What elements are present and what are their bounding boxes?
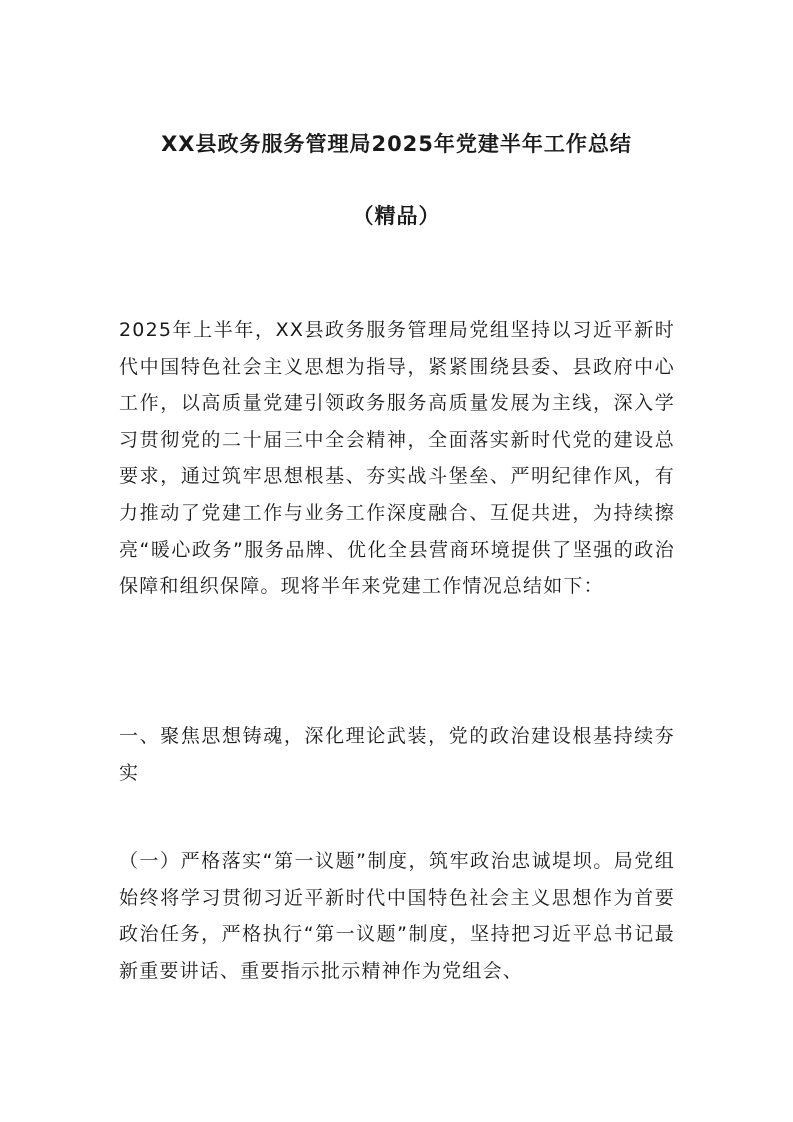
section-heading: 一、聚焦思想铸魂，深化理论武装，党的政治建设根基持续夯实 <box>119 725 675 784</box>
intro-paragraph: 2025年上半年，XX县政务服务管理局党组坚持以习近平新时代中国特色社会主义思想为指导，紧紧围绕县委、县政府中心工作，以高质量党建引领政务服务高质量发展为主线，深入学习贯彻党的二十届三中全会精神，全面落实新时代党的建设总要求，通过筑牢思想根基、夯实战斗堡垒、严明纪律作风，有力推动了党建工作与业务工作深度融合、互促共进，为持续擦亮“暖心政务”服务品牌、优化全县营商环境提供了坚强的政治保障和组织保障。现将半年来党建工作情况总结如下： <box>119 319 675 598</box>
document-title: XX县政务服务管理局2025年党建半年工作总结 <box>161 132 632 156</box>
document-subtitle: （精品） <box>352 204 441 228</box>
section-paragraph: （一）严格落实“第一议题”制度，筑牢政治忠诚堤坝。局党组始终将学习贯彻习近平新时代中国特色社会主义思想作为首要政治任务，严格执行“第一议题”制度，坚持把习近平总书记最新重要讲话、重要指示批示精神作为党组会、 <box>119 850 675 982</box>
